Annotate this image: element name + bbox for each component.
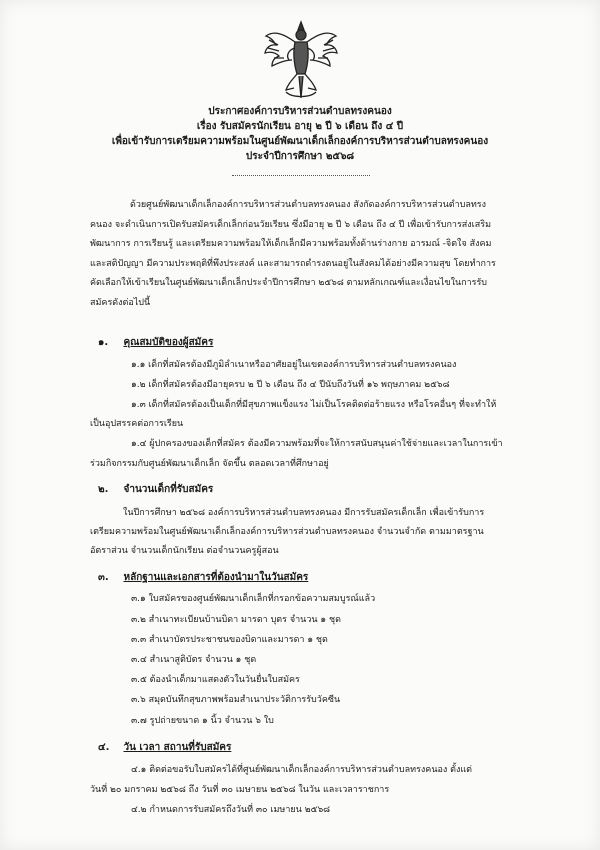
section-3-item: ๓.๖ สมุดบันทึกสุขภาพพร้อมสำเนาประวัติการรับวัคซีน: [131, 695, 341, 705]
subject-line: เรื่อง รับสมัครนักเรียน อายุ ๒ ปี ๖ เดือน ถึง ๔ ปี: [196, 121, 404, 132]
section-3-item: ๓.๕ ต้องนำเด็กมาแสดงตัวในวันยื่นใบสมัคร: [131, 675, 300, 685]
announcement-header: [0, 104, 600, 164]
section-number: ๒.: [98, 484, 109, 495]
section-3-item: ๓.๒ สำเนาทะเบียนบ้านบิดา มารดา บุตร จำนวน ๑ ชุด: [131, 615, 341, 625]
section-number: ๓.: [98, 572, 109, 583]
intro-line: คนอง จะดำเนินการเปิดรับสมัครเด็กเล็กก่อนวัยเรียน ซึ่งมีอายุ ๒ ปี ๖ เดือน ถึง ๔ ปี เพื่อเข้ารับการส่งเสริม: [90, 219, 492, 230]
intro-line: ด้วยศูนย์พัฒนาเด็กเล็กองค์การบริหารส่วนตำบลทรงคนอง สังกัดองค์การบริหารส่วนตำบลทรง: [130, 200, 487, 210]
section-1-item: ๑.๑ เด็กที่สมัครต้องมีภูมิลำเนาหรืออาศัยอยู่ในเขตองค์การบริหารส่วนตำบลทรงคนอง: [131, 360, 457, 370]
purpose-line: เพื่อเข้ารับการเตรียมความพร้อมในศูนย์พัฒนาเด็กเล็กองค์การบริหารส่วนตำบลทรงคนอง: [111, 136, 489, 147]
section-4-item: ๔.๒ กำหนดการรับสมัครถึงวันที่ ๓๐ เมษายน ๒๕๖๘: [131, 805, 331, 815]
section-1-item: ๑.๓ เด็กที่สมัครต้องเป็นเด็กที่มีสุขภาพแข็งแรง ไม่เป็นโรคติดต่อร้ายแรง หรือโรคอื่นๆ ที่จะทำให้: [131, 400, 497, 410]
section-1-item: ๑.๒ เด็กที่สมัครต้องมีอายุครบ ๒ ปี ๖ เดือน ถึง ๔ ปีนับถึงวันที่ ๑๖ พฤษภาคม ๒๕๖๘: [131, 380, 450, 390]
section-title: คุณสมบัติของผู้สมัคร: [123, 337, 214, 348]
section-1-item-continuation: ร่วมกิจกรรมกับศูนย์พัฒนาเด็กเล็ก จัดขึ้น ตลอดเวลาที่ศึกษาอยู่: [90, 459, 329, 469]
intro-line: สมัครดังต่อไปนี้: [90, 297, 151, 308]
section-2-paragraph: [90, 504, 530, 561]
section-1-heading: [98, 336, 213, 350]
section-4-heading: [98, 741, 231, 755]
intro-paragraph: [90, 196, 530, 313]
section-4-item-continuation: วันที่ ๒๐ มกราคม ๒๕๖๘ ถึง วันที่ ๓๐ เมษายน ๒๕๖๘ ในวัน และเวลาราชการ: [90, 785, 390, 795]
section-4-item: ๔.๑ ติดต่อขอรับใบสมัครได้ที่ศูนย์พัฒนาเด็กเล็กองค์การบริหารส่วนตำบลทรงคนอง ตั้งแต่: [131, 765, 473, 775]
section-3-item: ๓.๓ สำเนาบัตรประชาชนของบิดาและมารดา ๑ ชุด: [131, 635, 328, 645]
section-title: จำนวนเด็กที่รับสมัคร: [123, 484, 214, 495]
issuer-title: ประกาศองค์การบริหารส่วนตำบลทรงคนอง: [208, 106, 392, 117]
section-3-item: ๓.๗ รูปถ่ายขนาด ๑ นิ้ว จำนวน ๖ ใบ: [131, 716, 274, 726]
section-number: ๔.: [98, 742, 110, 753]
section-number: ๑.: [98, 337, 109, 348]
section-title: วัน เวลา สถานที่รับสมัคร: [123, 742, 232, 753]
garuda-emblem: [262, 18, 340, 104]
section-3-heading: [98, 571, 308, 585]
section-1-item-continuation: เป็นอุปสรรคต่อการเรียน: [90, 419, 184, 429]
section-1-item: ๑.๔ ผู้ปกครองของเด็กที่สมัคร ต้องมีความพร้อมที่จะให้การสนับสนุนค่าใช้จ่ายและเวลาในการเข้า: [131, 439, 503, 449]
section-2-line: เตรียมความพร้อมในศูนย์พัฒนาเด็กเล็กองค์การบริหารส่วนตำบลทรงคนอง จำนวนจำกัด ตามมาตรฐาน: [90, 527, 484, 537]
intro-line: คัดเลือกให้เข้าเรียนในศูนย์พัฒนาเด็กเล็กประจำปีการศึกษา ๒๕๖๘ ตามหลักเกณฑ์และเงื่อนไขในการรับ: [90, 278, 488, 288]
header-divider: [232, 175, 370, 176]
section-2-heading: [98, 483, 213, 497]
section-2-line: ในปีการศึกษา ๒๕๖๘ องค์การบริหารส่วนตำบลทรงคนอง มีการรับสมัครเด็กเล็ก เพื่อเข้ารับการ: [123, 508, 485, 518]
intro-line: พัฒนาการ การเรียนรู้ และเตรียมความพร้อมให้เด็กเล็กมีความพร้อมทั้งด้านร่างกาย อารมณ์ -จิตใจ สังคม: [90, 239, 492, 249]
academic-year-line: ประจำปีการศึกษา ๒๕๖๘: [245, 151, 355, 162]
intro-line: และสติปัญญา มีความประพฤติที่พึงประสงค์ และสามารถดำรงตนอยู่ในสังคมได้อย่างมีความสุข โดยทำการ: [90, 258, 496, 269]
section-3-item: ๓.๔ สำเนาสูติบัตร จำนวน ๑ ชุด: [131, 655, 257, 665]
section-title: หลักฐานและเอกสารที่ต้องนำมาในวันสมัคร: [123, 572, 309, 583]
section-3-item: ๓.๑ ใบสมัครของศูนย์พัฒนาเด็กเล็กที่กรอกข้อความสมบูรณ์แล้ว: [131, 594, 376, 604]
section-2-line: อัตราส่วน จำนวนเด็กนักเรียน ต่อจำนวนครูผู้สอน: [90, 546, 279, 556]
